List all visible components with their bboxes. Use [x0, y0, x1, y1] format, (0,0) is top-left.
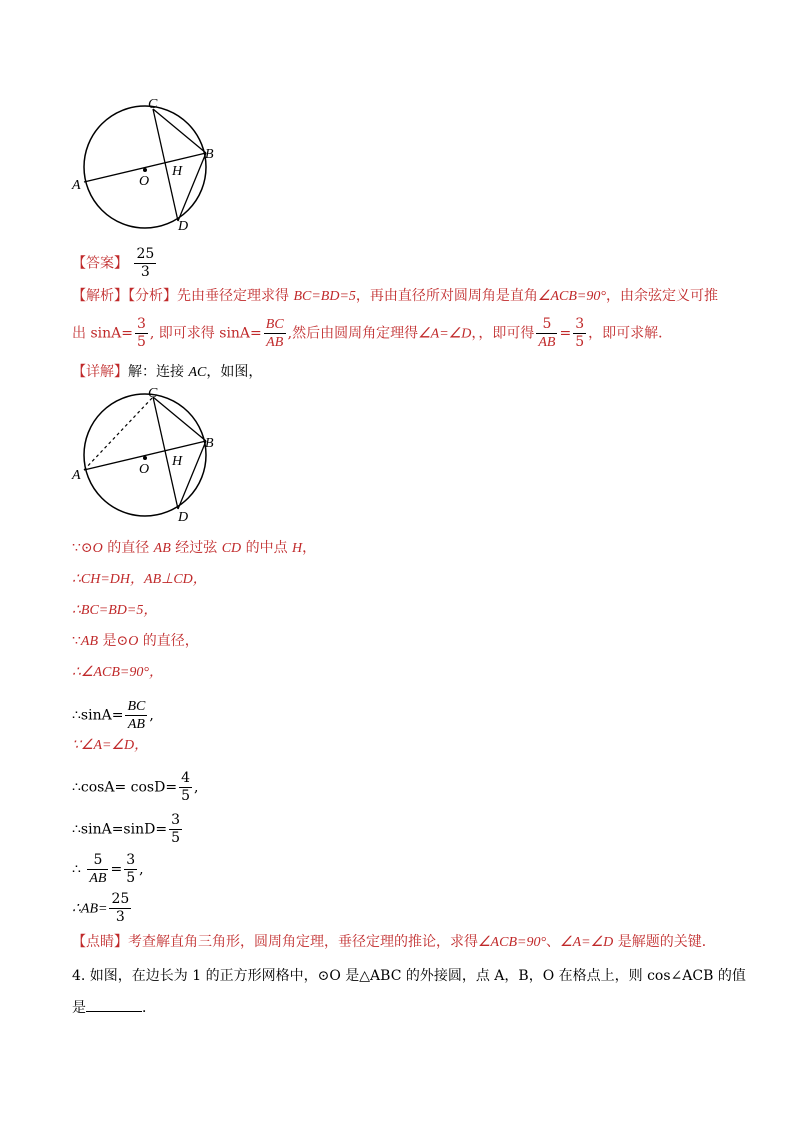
label-c-fig1: C — [148, 97, 158, 112]
label-o-fig2: O — [139, 462, 150, 477]
analysis-line-2: 出 sinA= $\frac{3}{5}$ , 即可求得 sinA= $\frac{BC}{AB}$ ,然后由圆周角定理得∠A=∠D，，即可得 $\frac{5}{AB}$ = $\frac{3}{5}$ ，即可求解． — [72, 316, 673, 350]
step-4: ∵AB 是⊙O 的直径， — [72, 633, 199, 649]
step-9: ∴sinA=sinD= $\frac{3}{5}$ — [72, 812, 180, 846]
answer-fraction: $\frac{25}{3}$ — [136, 246, 155, 280]
circle-figure-1 — [70, 95, 230, 240]
comment-tag: 【点睛】 — [72, 934, 128, 950]
analysis-tag: 【解析】【分析】 — [72, 288, 177, 304]
label-h-fig2: H — [172, 454, 183, 469]
label-h-fig1: H — [172, 164, 183, 179]
step-8: ∴cosA= cosD= $\frac{4}{5}$ , — [72, 770, 199, 804]
label-o-fig1: O — [139, 174, 150, 189]
step-1: ∵⊙O 的直径 AB 经过弦 CD 的中点 H， — [72, 540, 317, 556]
step-7: ∵∠A=∠D， — [72, 738, 149, 753]
label-d-fig1: D — [178, 219, 189, 234]
answer-line — [72, 246, 158, 281]
label-d-fig2: D — [178, 510, 189, 525]
label-a-fig2: A — [72, 468, 81, 483]
label-b-fig1: B — [205, 147, 214, 162]
step-6: ∴sinA= $\frac{BC}{AB}$ , — [72, 699, 154, 732]
problem-4-line-2: 是 ． — [72, 997, 156, 1018]
label-c-fig2: C — [148, 386, 158, 401]
circle-figure-2 — [70, 383, 230, 528]
problem-4-line-1: 4. 如图，在边长为 1 的正方形网格中，⊙O 是△ABC 的外接圆，点 A，B，O 在格点上，则 cos∠ACB 的值 — [72, 968, 746, 984]
step-10: ∴ $\frac{5}{AB}$ = $\frac{3}{5}$ , — [72, 852, 144, 886]
step-2: ∴CH=DH，AB⊥CD， — [72, 572, 207, 587]
analysis-line-1: 【解析】【分析】先由垂径定理求得 BC=BD=5，再由直径所对圆周角是直角∠ACB=90°，由余弦定义可推 — [72, 288, 718, 304]
step-5: ∴∠ACB=90°， — [72, 665, 163, 680]
answer-blank[interactable] — [86, 997, 142, 1012]
comment-line: 【点睛】考查解直角三角形，圆周角定理，垂径定理的推论，求得∠ACB=90°、∠A=∠D 是解题的关键． — [72, 934, 716, 950]
answer-tag: 【答案】 — [72, 255, 128, 272]
step-11: ∴AB= $\frac{25}{3}$ — [72, 891, 130, 925]
label-b-fig2: B — [205, 436, 214, 451]
detail-tag: 【详解】 — [72, 364, 128, 380]
label-a-fig1: A — [72, 178, 81, 193]
step-3: ∴BC=BD=5， — [72, 603, 158, 618]
detail-line: 【详解】解：连接 AC，如图， — [72, 364, 263, 380]
